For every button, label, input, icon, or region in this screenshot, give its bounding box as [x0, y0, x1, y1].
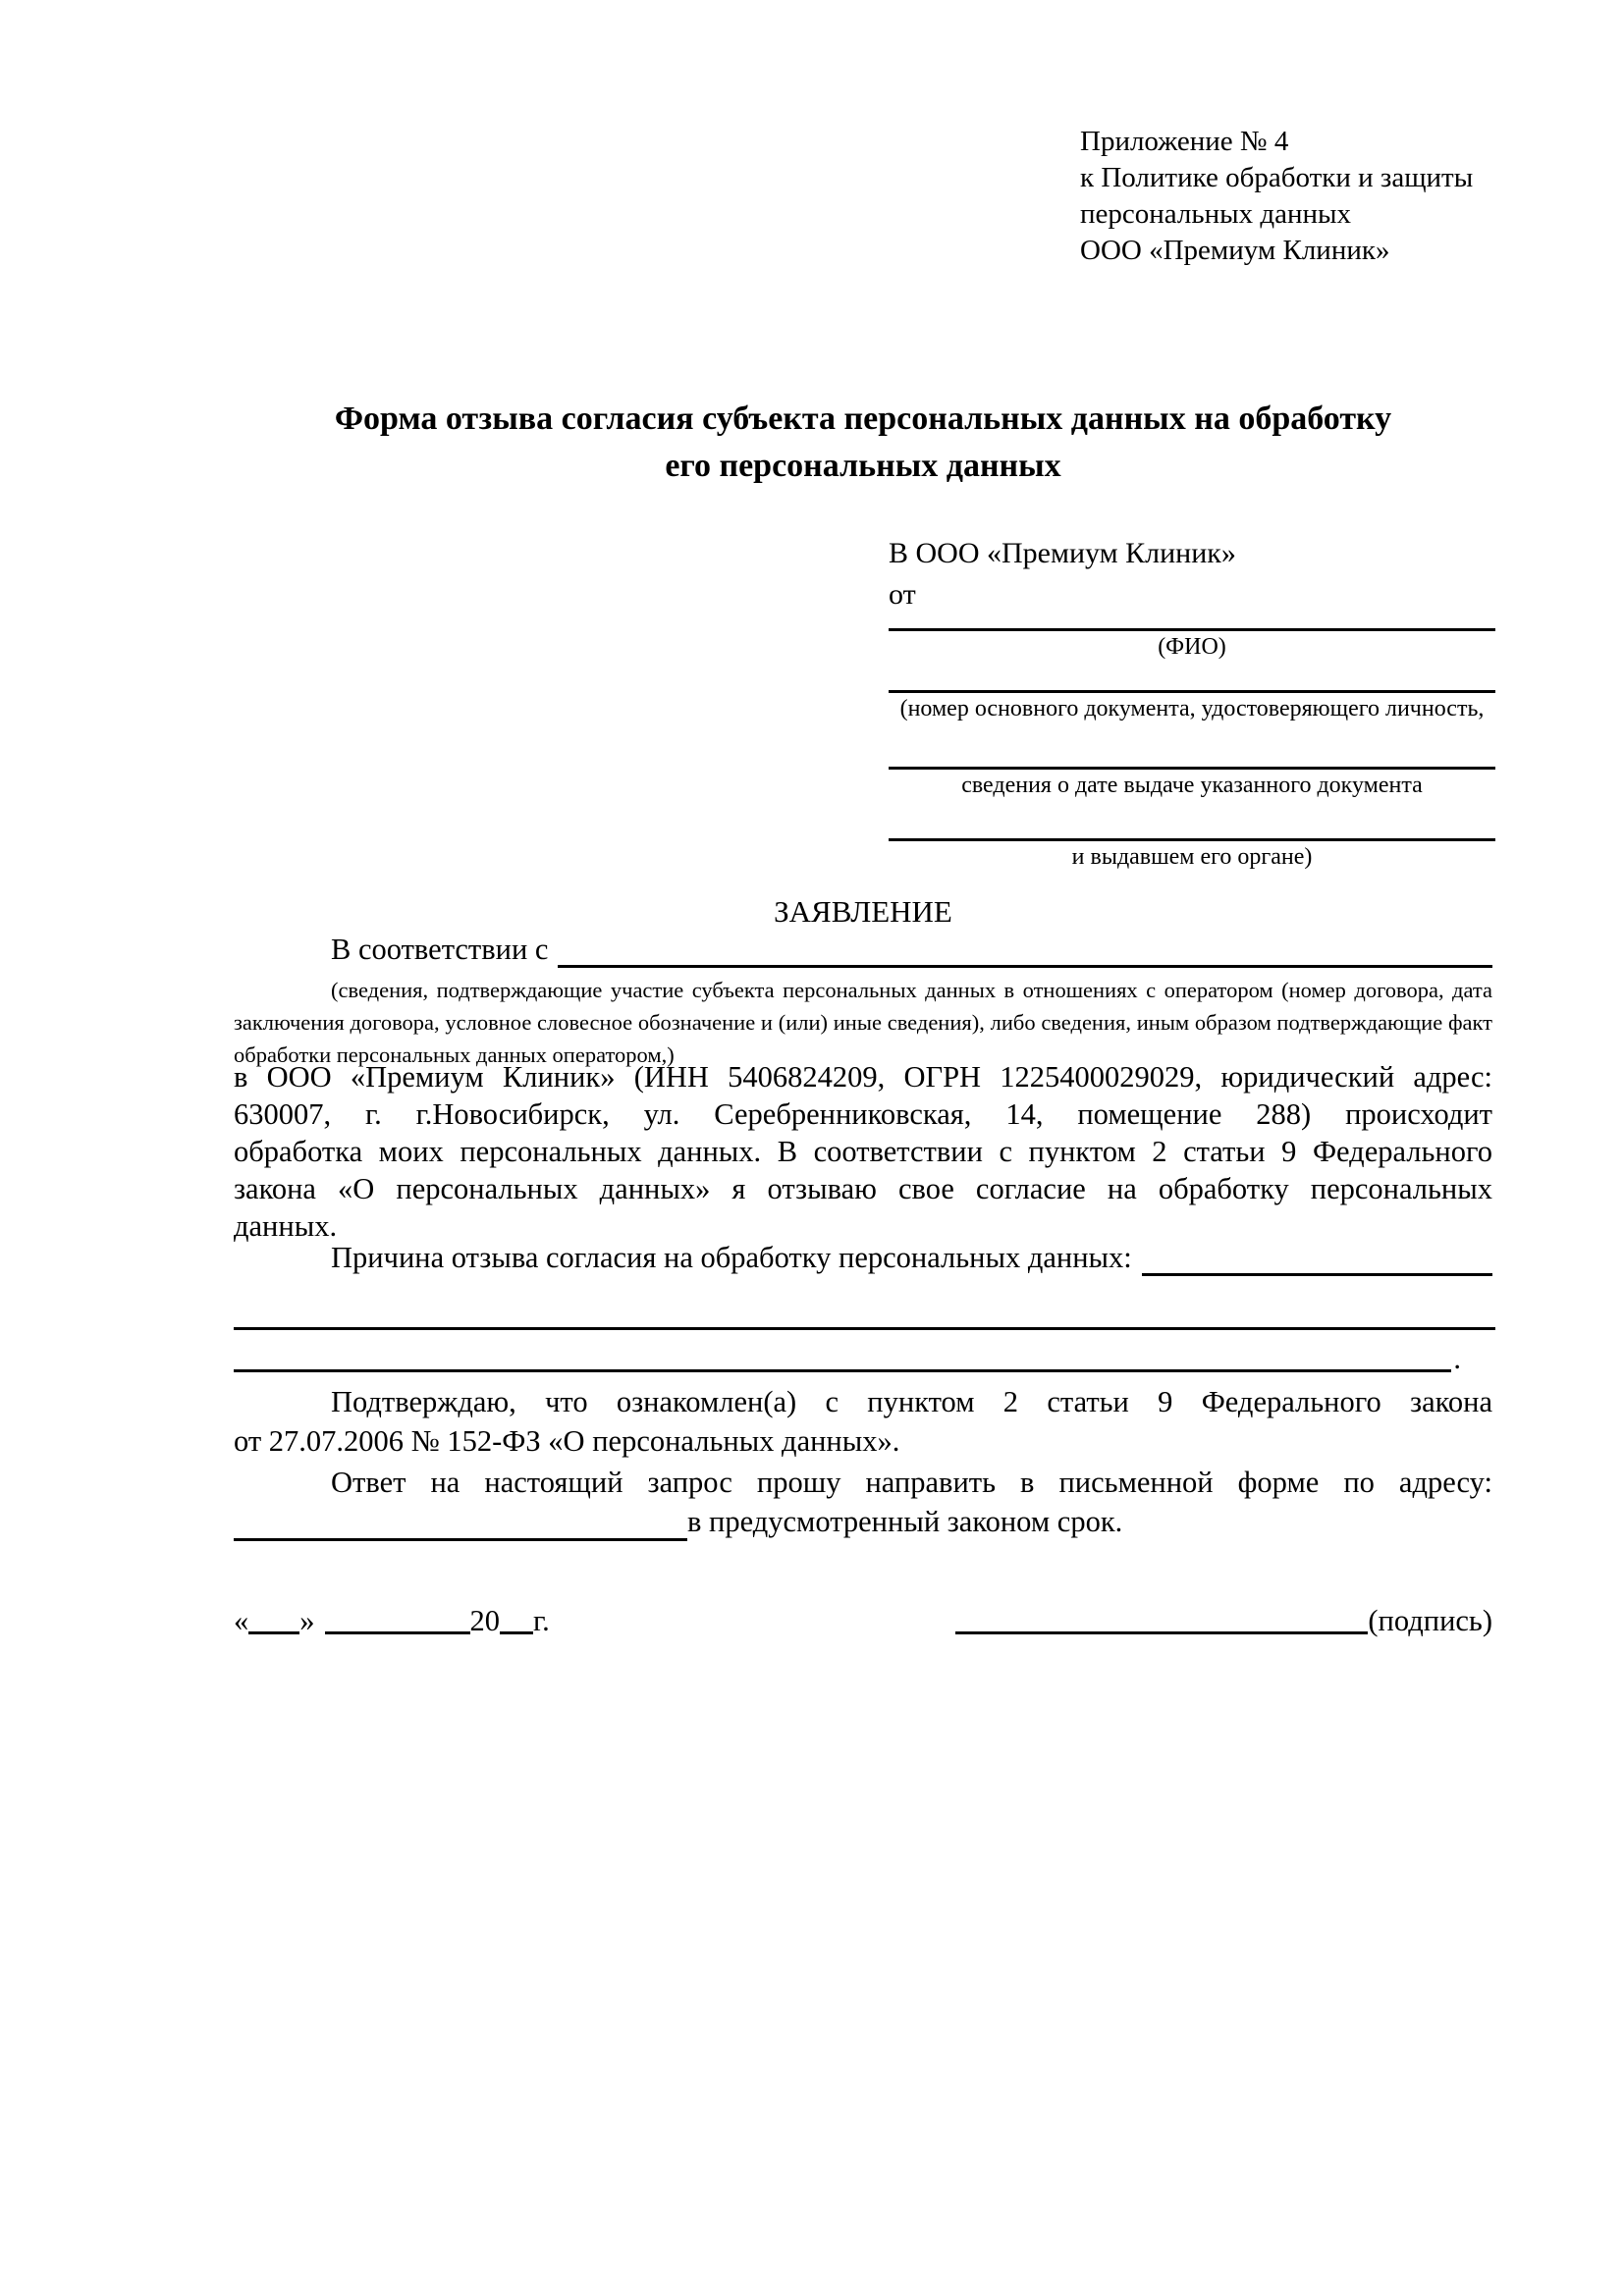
addressee-to: В ООО «Премиум Клиник» — [889, 537, 1236, 569]
year-prefix: 20 — [469, 1604, 500, 1637]
statement-heading: ЗАЯВЛЕНИЕ — [774, 894, 952, 929]
fio-caption: (ФИО) — [1158, 634, 1226, 660]
signature-blank-line[interactable] — [955, 1602, 1368, 1634]
body-line: данных. — [234, 1209, 338, 1243]
accordance-blank-line[interactable] — [558, 932, 1492, 968]
accordance-row — [234, 931, 1492, 968]
year-suffix: г. — [533, 1604, 550, 1637]
appendix-block — [1080, 124, 1473, 269]
document-number-field — [889, 663, 1495, 724]
date-line — [234, 1600, 550, 1641]
accordance-note — [234, 974, 1492, 1071]
note-line: (сведения, подтверждающие участие субъекта персональных данных в отношениях с оператором (номер договора, дата — [331, 978, 1492, 1002]
month-blank-line[interactable] — [325, 1602, 470, 1634]
fio-field — [889, 615, 1495, 663]
title-line: его персональных данных — [665, 448, 1061, 484]
appendix-line: к Политике обработки и защиты — [1080, 162, 1474, 193]
reason-blank-line-2[interactable] — [234, 1327, 1495, 1330]
day-blank-line[interactable] — [248, 1602, 299, 1634]
address-blank-line[interactable] — [234, 1509, 687, 1541]
reply-lead-line: Ответ на настоящий запрос прошу направить в письменной форме по адресу: — [331, 1466, 1492, 1499]
body-line: обработка моих персональных данных. В соответствии с пунктом 2 статьи 9 Федерального — [234, 1135, 1492, 1168]
close-quote: » — [299, 1604, 315, 1637]
document-title — [234, 396, 1492, 490]
addressee-from-label: от — [889, 578, 916, 611]
body-line: закона «О персональных данных» я отзываю свое согласие на обработку персональных — [234, 1172, 1492, 1205]
fio-blank-line[interactable] — [889, 615, 1495, 631]
body-paragraph — [234, 1058, 1492, 1245]
body-line: в ООО «Премиум Клиник» (ИНН 5406824209, ОГРН 1225400029029, юридический адрес: — [234, 1060, 1492, 1094]
reply-address-row — [234, 1502, 1492, 1541]
issue-date-caption: сведения о дате выдаче указанного документа — [961, 773, 1423, 798]
reason-blank-row — [234, 1342, 1461, 1375]
issuing-authority-blank-line[interactable] — [889, 801, 1495, 841]
trailing-period: . — [1453, 1342, 1461, 1375]
reason-lead: Причина отзыва согласия на обработку персональных данных: — [331, 1241, 1132, 1274]
document-number-caption: (номер основного документа, удостоверяющего личность, — [899, 696, 1485, 721]
title-line: Форма отзыва согласия субъекта персональных данных на обработку — [334, 400, 1392, 437]
document-number-blank-line[interactable] — [889, 663, 1495, 693]
reason-row — [234, 1239, 1492, 1276]
accordance-lead: В соответствии с — [331, 933, 549, 966]
confirm-line: от 27.07.2006 № 152-ФЗ «О персональных данных». — [234, 1424, 900, 1458]
footer-row — [234, 1600, 1492, 1641]
addressee-block — [889, 533, 1495, 873]
appendix-line: ООО «Премиум Клиник» — [1080, 235, 1390, 266]
note-line: заключения договора, условное словесное обозначение и (или) иные сведения), либо сведения, иным образом подтверждающие факт — [234, 1010, 1492, 1035]
note-line: обработки персональных данных оператором,) — [234, 1042, 675, 1067]
issuing-authority-field — [889, 801, 1495, 873]
reason-blank-line-3[interactable] — [234, 1343, 1451, 1372]
reply-tail: в предусмотренный законом срок. — [687, 1505, 1123, 1538]
issue-date-blank-line[interactable] — [889, 724, 1495, 770]
appendix-line: Приложение № 4 — [1080, 126, 1289, 157]
appendix-line: персональных данных — [1080, 198, 1352, 230]
body-line: 630007, г. г.Новосибирск, ул. Серебренниковская, 14, помещение 288) происходит — [234, 1097, 1492, 1131]
reason-blank-line-1[interactable] — [1142, 1244, 1492, 1276]
confirm-line: Подтверждаю, что ознакомлен(а) с пунктом 2 статьи 9 Федерального закона — [331, 1385, 1492, 1418]
issuing-authority-caption: и выдавшем его органе) — [1071, 844, 1313, 870]
signature-caption: (подпись) — [1368, 1604, 1492, 1637]
confirm-paragraph — [234, 1382, 1492, 1461]
year-blank-line[interactable] — [500, 1602, 533, 1634]
open-quote: « — [234, 1604, 249, 1637]
issue-date-field — [889, 724, 1495, 801]
signature-area — [955, 1600, 1492, 1641]
